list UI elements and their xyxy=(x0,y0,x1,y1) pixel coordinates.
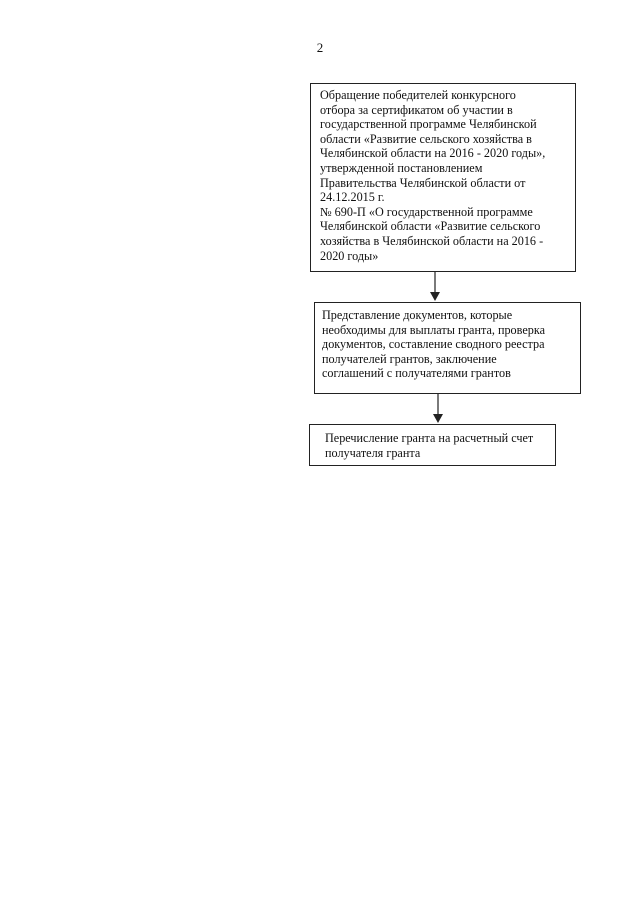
flow-step-certificate-request xyxy=(310,83,576,272)
flow-step-text: Перечисление гранта на расчетный счет получателя гранта xyxy=(325,431,534,460)
flow-arrow xyxy=(428,272,442,302)
page-number: 2 xyxy=(316,40,324,55)
flow-step-grant-transfer xyxy=(309,424,556,466)
flow-step-text: Представление документов, которые необходимы для выплаты гранта, проверка документов, составление сводного реестра получателей грантов, заключение соглашений с получателями грантов xyxy=(322,308,545,381)
flow-step-document-submission xyxy=(314,302,581,394)
flow-arrow xyxy=(431,394,445,424)
flow-step-text: Обращение победителей конкурсного отбора за сертификатом об участии в государственной программе Челябинской области «Развитие сельского хозяйства в Челябинской области на 2016 - 2020 годы», утвержденной постановлением Правительства Челябинской области от 24.12.2015 г. № 690-П «О государственной программе Челябинской области «Развитие сельского хозяйства в Челябинской области на 2016 - 2020 годы» xyxy=(320,88,546,263)
